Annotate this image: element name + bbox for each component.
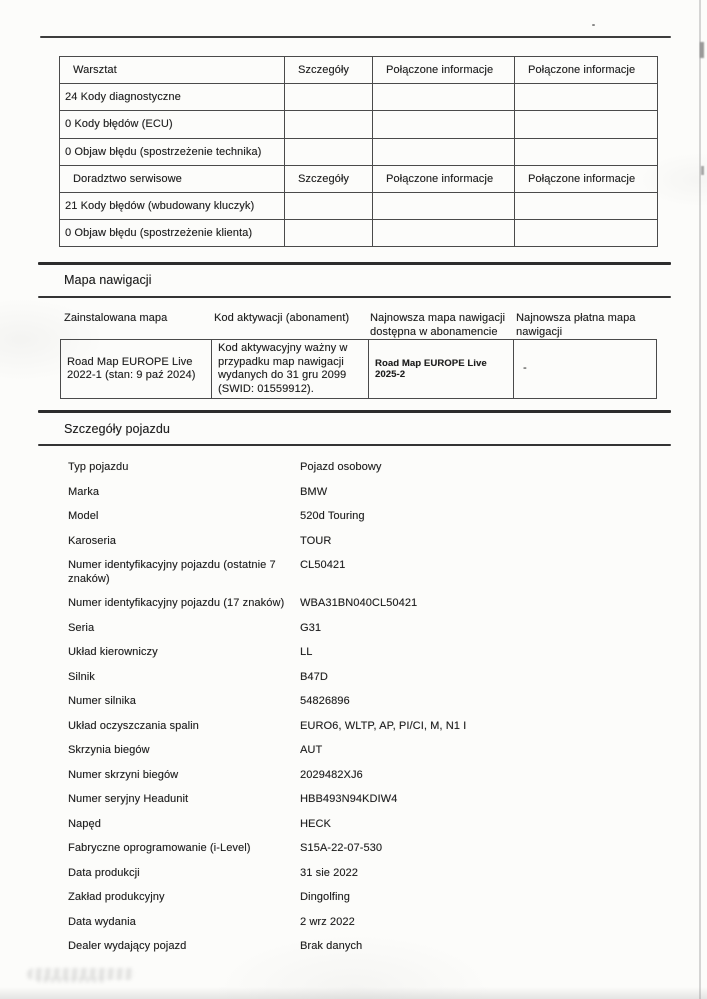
- diagnostic-codes-cell: 24 Kody diagnostyczne: [60, 84, 285, 111]
- list-item: [68, 744, 680, 758]
- field-value: B47D: [300, 670, 328, 683]
- nav-map-section-title: Mapa nawigacji: [64, 273, 152, 287]
- empty-cell: [515, 111, 658, 138]
- newest-paid-map-cell: -: [514, 340, 657, 399]
- empty-cell: [373, 220, 515, 247]
- table-row: [60, 84, 658, 111]
- scan-bottom-shadow: [0, 987, 707, 999]
- table-row: [60, 138, 658, 165]
- field-value: HECK: [300, 817, 331, 830]
- table-row: [60, 111, 658, 138]
- empty-cell: [515, 192, 658, 219]
- section-divider: [38, 262, 671, 265]
- nav-map-row: [61, 340, 657, 399]
- scan-edge-line: [699, 0, 701, 999]
- customer-symptom-cell: 0 Objaw błędu (spostrzeżenie klienta): [60, 220, 285, 247]
- field-value: 520d Touring: [300, 510, 365, 522]
- workshop-header-cell: Warsztat: [60, 57, 285, 84]
- watermark: [26, 964, 140, 986]
- details-header-cell: Szczegóły: [285, 57, 373, 84]
- field-value: 31 sie 2022: [300, 866, 358, 879]
- list-item: [68, 695, 680, 709]
- list-item: [68, 867, 680, 881]
- field-value: LL: [300, 646, 313, 658]
- empty-cell: [373, 192, 515, 219]
- field-label: Dealer wydający pojazd: [68, 940, 187, 952]
- empty-cell: [285, 138, 373, 165]
- field-value: HBB493N94KDIW4: [300, 793, 398, 805]
- list-item: [68, 535, 680, 549]
- empty-cell: [373, 84, 515, 111]
- scan-edge-mark: [701, 166, 704, 175]
- linked-info-header-cell: Połączone informacje: [373, 165, 515, 192]
- field-value: CL50421: [300, 559, 346, 571]
- field-value: 2 wrz 2022: [300, 915, 355, 928]
- vehicle-details-list: [68, 461, 680, 965]
- ecu-fault-codes-cell: 0 Kody błędów (ECU): [60, 111, 285, 138]
- newest-paid-map-header: Najnowsza płatna mapa nawigacji: [516, 312, 636, 338]
- diagnostics-table: [59, 56, 658, 247]
- field-value: BMW: [300, 485, 328, 498]
- activation-code-cell: Kod aktywacyjny ważny w przypadku map nawigacji wydanych do 31 gru 2099 (SWID: 01559912).: [212, 340, 369, 399]
- activation-code-header: Kod aktywacji (abonament): [214, 312, 350, 324]
- installed-map-header: Zainstalowana mapa: [64, 312, 168, 324]
- field-label: Fabryczne oprogramowanie (i-Level): [68, 842, 251, 854]
- field-value: Brak danych: [300, 940, 363, 952]
- newest-subscription-map-header: Najnowsza mapa nawigacji dostępna w abonamencie: [370, 312, 506, 338]
- field-value: 2029482XJ6: [300, 768, 363, 781]
- vehicle-details-section-title: Szczegóły pojazdu: [64, 422, 170, 436]
- field-value: 54826896: [300, 695, 350, 707]
- field-label: Marka: [68, 485, 100, 498]
- list-item: [68, 510, 680, 524]
- empty-cell: [285, 84, 373, 111]
- table-row: [60, 220, 658, 247]
- scan-edge-mark: [700, 42, 704, 58]
- field-label: Skrzynia biegów: [68, 744, 150, 756]
- top-divider: [40, 36, 671, 38]
- service-advice-header-cell: Doradztwo serwisowe: [60, 165, 285, 192]
- field-label: Numer seryjny Headunit: [68, 793, 189, 805]
- field-label: Data wydania: [68, 915, 136, 928]
- empty-cell: [373, 138, 515, 165]
- empty-cell: [285, 192, 373, 219]
- scan-speck: [592, 24, 595, 26]
- list-item: [68, 622, 680, 636]
- watermark-smudge: [36, 977, 106, 983]
- newest-subscription-map-cell: Road Map EUROPE Live 2025-2: [369, 340, 514, 399]
- linked-info-header-cell: Połączone informacje: [515, 165, 658, 192]
- list-item: [68, 646, 680, 660]
- section-divider: [38, 444, 671, 446]
- key-fault-codes-cell: 21 Kody błędów (wbudowany kluczyk): [60, 192, 285, 219]
- field-label: Karoseria: [68, 534, 116, 547]
- linked-info-header-cell: Połączone informacje: [515, 57, 658, 84]
- field-label: Zakład produkcyjny: [68, 891, 165, 903]
- list-item: [68, 461, 680, 475]
- field-label: Numer identyfikacyjny pojazdu (ostatnie 7 znaków): [68, 559, 276, 585]
- list-item: [68, 891, 680, 905]
- service-header-row: [60, 165, 658, 192]
- field-value: Pojazd osobowy: [300, 461, 382, 473]
- list-item: [68, 671, 680, 685]
- list-item: [68, 769, 680, 783]
- field-label: Numer silnika: [68, 695, 136, 707]
- empty-cell: [285, 111, 373, 138]
- field-label: Napęd: [68, 817, 101, 830]
- list-item: [68, 559, 680, 586]
- field-label: Silnik: [68, 670, 95, 683]
- list-item: [68, 597, 680, 611]
- field-value: S15A-22-07-530: [300, 842, 383, 854]
- list-item: [68, 818, 680, 832]
- field-value: WBA31BN040CL50421: [300, 597, 418, 609]
- empty-cell: [515, 84, 658, 111]
- empty-cell: [515, 138, 658, 165]
- field-label: Układ kierowniczy: [68, 646, 158, 658]
- list-item: [68, 940, 680, 954]
- section-divider: [38, 410, 671, 413]
- field-label: Układ oczyszczania spalin: [68, 719, 199, 732]
- technician-symptom-cell: 0 Objaw błędu (spostrzeżenie technika): [60, 138, 285, 165]
- empty-cell: [285, 220, 373, 247]
- empty-cell: [515, 220, 658, 247]
- field-label: Data produkcji: [68, 866, 140, 879]
- field-value: TOUR: [300, 534, 332, 547]
- list-item: [68, 842, 680, 856]
- workshop-header-row: [60, 57, 658, 84]
- section-divider: [38, 296, 671, 298]
- details-header-cell: Szczegóły: [285, 165, 373, 192]
- table-row: [60, 192, 658, 219]
- field-label: Numer identyfikacyjny pojazdu (17 znaków): [68, 597, 285, 609]
- nav-map-table: [60, 339, 657, 399]
- field-label: Model: [68, 510, 99, 522]
- list-item: [68, 916, 680, 930]
- field-value: G31: [300, 621, 322, 634]
- field-value: Dingolfing: [300, 891, 350, 903]
- field-label: Seria: [68, 621, 95, 634]
- list-item: [68, 793, 680, 807]
- field-value: AUT: [300, 744, 323, 756]
- installed-map-cell: Road Map EUROPE Live 2022-1 (stan: 9 paź 2024): [61, 340, 212, 399]
- field-value: EURO6, WLTP, AP, PI/CI, M, N1 I: [300, 719, 467, 732]
- linked-info-header-cell: Połączone informacje: [373, 57, 515, 84]
- empty-cell: [373, 111, 515, 138]
- list-item: [68, 486, 680, 500]
- field-label: Numer skrzyni biegów: [68, 768, 179, 781]
- list-item: [68, 720, 680, 734]
- field-label: Typ pojazdu: [68, 461, 129, 473]
